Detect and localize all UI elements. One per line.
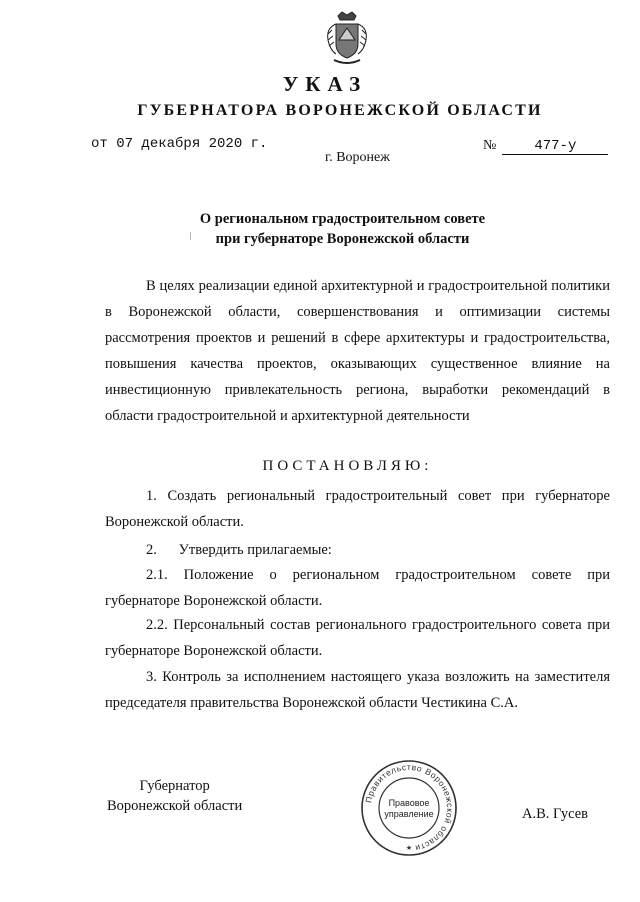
document-subject xyxy=(0,209,640,249)
preamble-paragraph: В целях реализации единой архитектурной и градостроительной политики в Воронежской области, совершенствования и оптимизации системы рассмотрения проектов и решений в сфере архитектуры и градостроительства, повышения качества проектов, оказывающих существенное влияние на инвестиционную привлекательность региона, выработки рекомендаций в области градостроительной и архитектурной деятельности xyxy=(105,278,610,424)
stamp-ring-text: Правительство Воронежской области xyxy=(363,761,456,854)
subject-line-1: О региональном градостроительном совете xyxy=(199,211,486,227)
item-1: 1. Создать региональный градостроительный совет при губернаторе Воронежской области. xyxy=(105,488,610,530)
item-2-1: 2.1. Положение о региональном градостроительном совете при губернаторе Воронежской области. xyxy=(105,567,610,609)
stamp-center-text xyxy=(359,798,459,820)
signatory-position xyxy=(107,776,242,816)
item-2: 2. Утвердить прилагаемые: xyxy=(146,542,332,558)
date-prefix: от xyxy=(91,136,108,152)
official-stamp xyxy=(359,758,459,858)
position-line-1: Губернатор xyxy=(139,778,210,794)
subject-line-2: при губернаторе Воронежской области xyxy=(215,231,470,247)
document-subtitle: ГУБЕРНАТОРА ВОРОНЕЖСКОЙ ОБЛАСТИ xyxy=(137,102,543,119)
number-sign: № xyxy=(483,138,497,153)
stamp-center-line-1: Правовое xyxy=(388,798,430,808)
svg-text:★: ★ xyxy=(405,844,413,852)
document-number: 477-у xyxy=(502,138,608,155)
signatory-name: А.В. Гусев xyxy=(522,806,588,822)
stamp-center-line-2: управление xyxy=(384,809,434,819)
document-date: 07 декабря 2020 xyxy=(116,136,243,152)
item-2-2: 2.2. Персональный состав регионального градостроительного совета при губернаторе Воронежской области. xyxy=(105,617,610,659)
decree-word: ПОСТАНОВЛЯЮ: xyxy=(262,458,433,474)
item-3: 3. Контроль за исполнением настоящего указа возложить на заместителя председателя правительства Воронежской области Честикина С.А. xyxy=(105,669,610,711)
document-title: УКАЗ xyxy=(282,72,368,96)
position-line-2: Воронежской области xyxy=(107,798,243,814)
coat-of-arms-icon xyxy=(324,10,370,68)
date-suffix: г. xyxy=(250,136,268,152)
city: г. Воронеж xyxy=(325,150,390,165)
